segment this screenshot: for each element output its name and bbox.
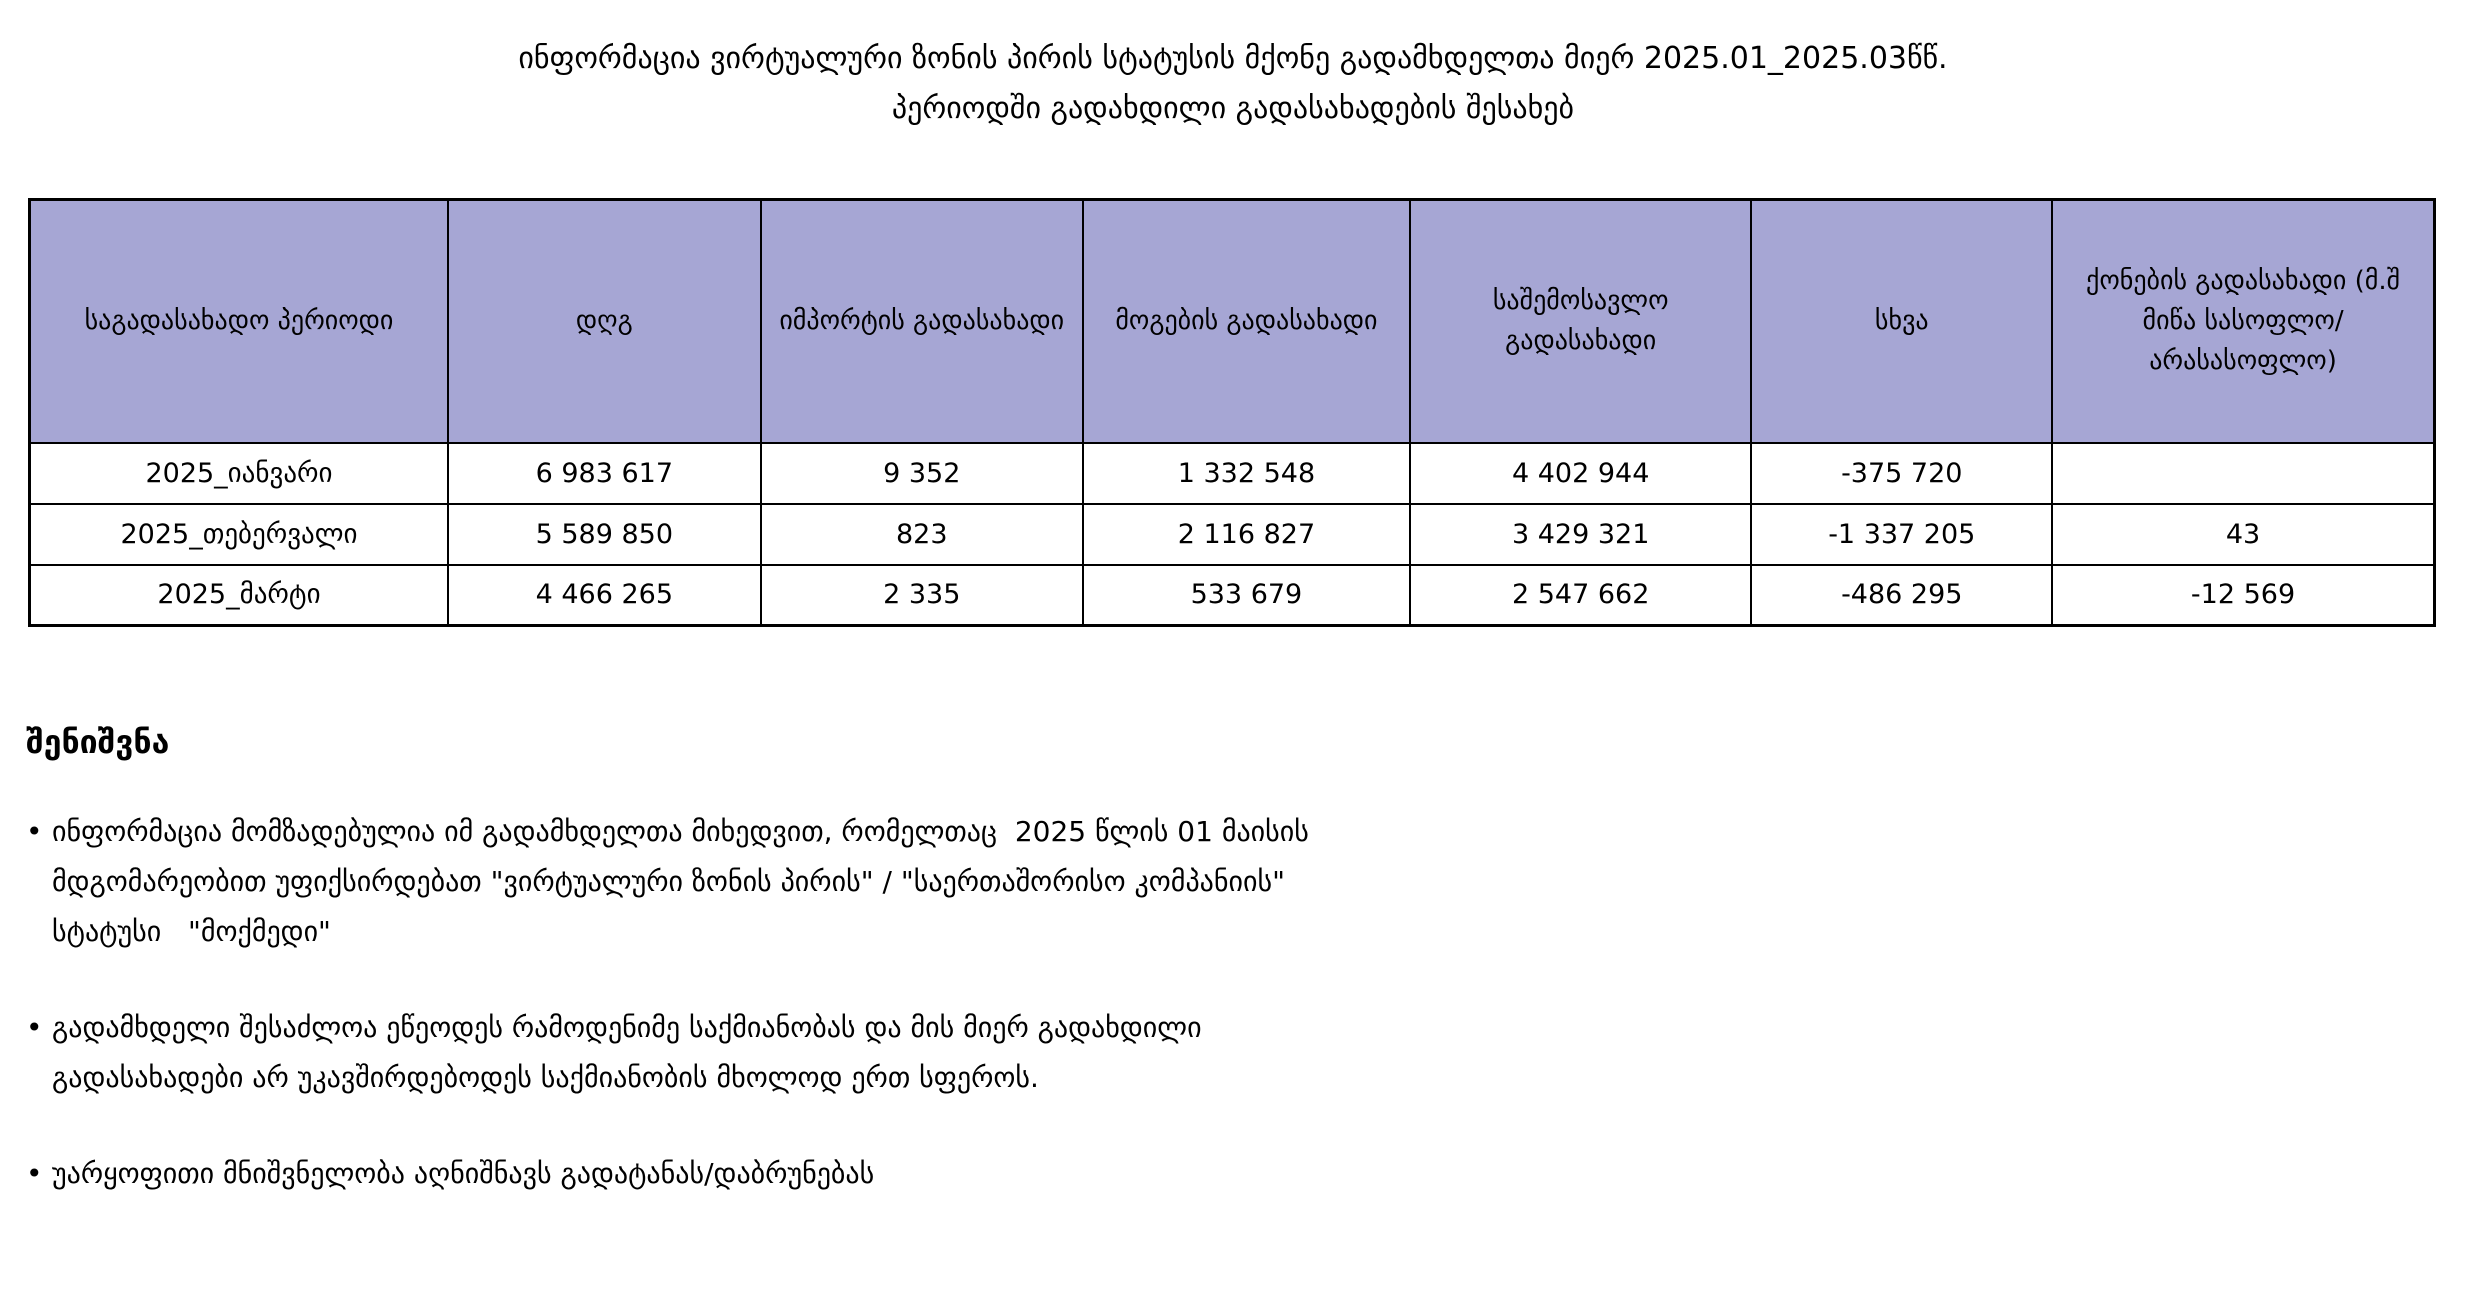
table-cell: -375 720	[1751, 443, 2052, 504]
table-cell: 6 983 617	[448, 443, 761, 504]
note-line: ინფორმაცია მომზადებულია იმ გადამხდელთა მიხედვით, რომელთაც 2025 წლის 01 მაისის	[52, 815, 1309, 848]
table-cell: 2 116 827	[1083, 504, 1410, 565]
col-header-import-tax: იმპორტის გადასახადი	[761, 200, 1083, 443]
bullet-marker: •	[26, 1157, 43, 1190]
col-header-income-tax: საშემოსავლო გადასახადი	[1410, 200, 1752, 443]
table-cell	[2052, 443, 2434, 504]
note-line: მდგომარეობით უფიქსირდებათ "ვირტუალური ზონის პირის" / "საერთაშორისო კომპანიის"	[52, 865, 1285, 898]
table-cell: 4 402 944	[1410, 443, 1752, 504]
note-line: გადამხდელი შესაძლოა ეწეოდეს რამოდენიმე საქმიანობას და მის მიერ გადახდილი	[52, 1011, 1202, 1044]
bullet-marker: •	[26, 815, 43, 848]
table-cell: -12 569	[2052, 565, 2434, 626]
notes-bullet-list	[26, 807, 2406, 1199]
table-cell: 5 589 850	[448, 504, 761, 565]
note-line: უარყოფითი მნიშვნელობა აღნიშნავს გადატანას/დაბრუნებას	[52, 1157, 875, 1190]
table-cell: 2 335	[761, 565, 1083, 626]
table-row-january	[30, 443, 2435, 504]
table-cell: 533 679	[1083, 565, 1410, 626]
col-header-property-tax: ქონების გადასახადი (მ.შ მიწა სასოფლო/არასასოფლო)	[2052, 200, 2434, 443]
table-cell: 4 466 265	[448, 565, 761, 626]
col-header-tax-period: საგადასახადო პერიოდი	[30, 200, 448, 443]
tax-payments-table	[28, 198, 2436, 627]
document-title	[0, 0, 2466, 134]
table-cell: 2025_თებერვალი	[30, 504, 448, 565]
col-header-other: სხვა	[1751, 200, 2052, 443]
table-cell: 2025_იანვარი	[30, 443, 448, 504]
table-cell: 2025_მარტი	[30, 565, 448, 626]
note-bullet-text	[52, 1003, 2406, 1103]
table-cell: 3 429 321	[1410, 504, 1752, 565]
table-cell: 2 547 662	[1410, 565, 1752, 626]
document-title-line1: ინფორმაცია ვირტუალური ზონის პირის სტატუსის მქონე გადამხდელთა მიერ 2025.01_2025.03წწ.	[518, 41, 1948, 76]
table-header-row	[30, 200, 2435, 443]
table-cell: 823	[761, 504, 1083, 565]
table-cell: -1 337 205	[1751, 504, 2052, 565]
note-bullet	[26, 1149, 2406, 1199]
note-line: სტატუსი "მოქმედი"	[52, 915, 331, 948]
table-row-february	[30, 504, 2435, 565]
note-bullet	[26, 1003, 2406, 1103]
bullet-marker: •	[26, 1011, 43, 1044]
col-header-profit-tax: მოგების გადასახადი	[1083, 200, 1410, 443]
table-cell: 1 332 548	[1083, 443, 1410, 504]
document-title-line2: პერიოდში გადახდილი გადასახადების შესახებ	[891, 91, 1575, 126]
note-bullet-text	[52, 807, 2406, 957]
table-row-march	[30, 565, 2435, 626]
notes-section	[26, 723, 2406, 1199]
col-header-vat: დღგ	[448, 200, 761, 443]
table-cell: 43	[2052, 504, 2434, 565]
notes-heading: შენიშვნა	[26, 723, 170, 761]
note-line: გადასახადები არ უკავშირდებოდეს საქმიანობის მხოლოდ ერთ სფეროს.	[52, 1061, 1039, 1094]
table-cell: 9 352	[761, 443, 1083, 504]
table-cell: -486 295	[1751, 565, 2052, 626]
note-bullet	[26, 807, 2406, 957]
note-bullet-text	[52, 1149, 2406, 1199]
